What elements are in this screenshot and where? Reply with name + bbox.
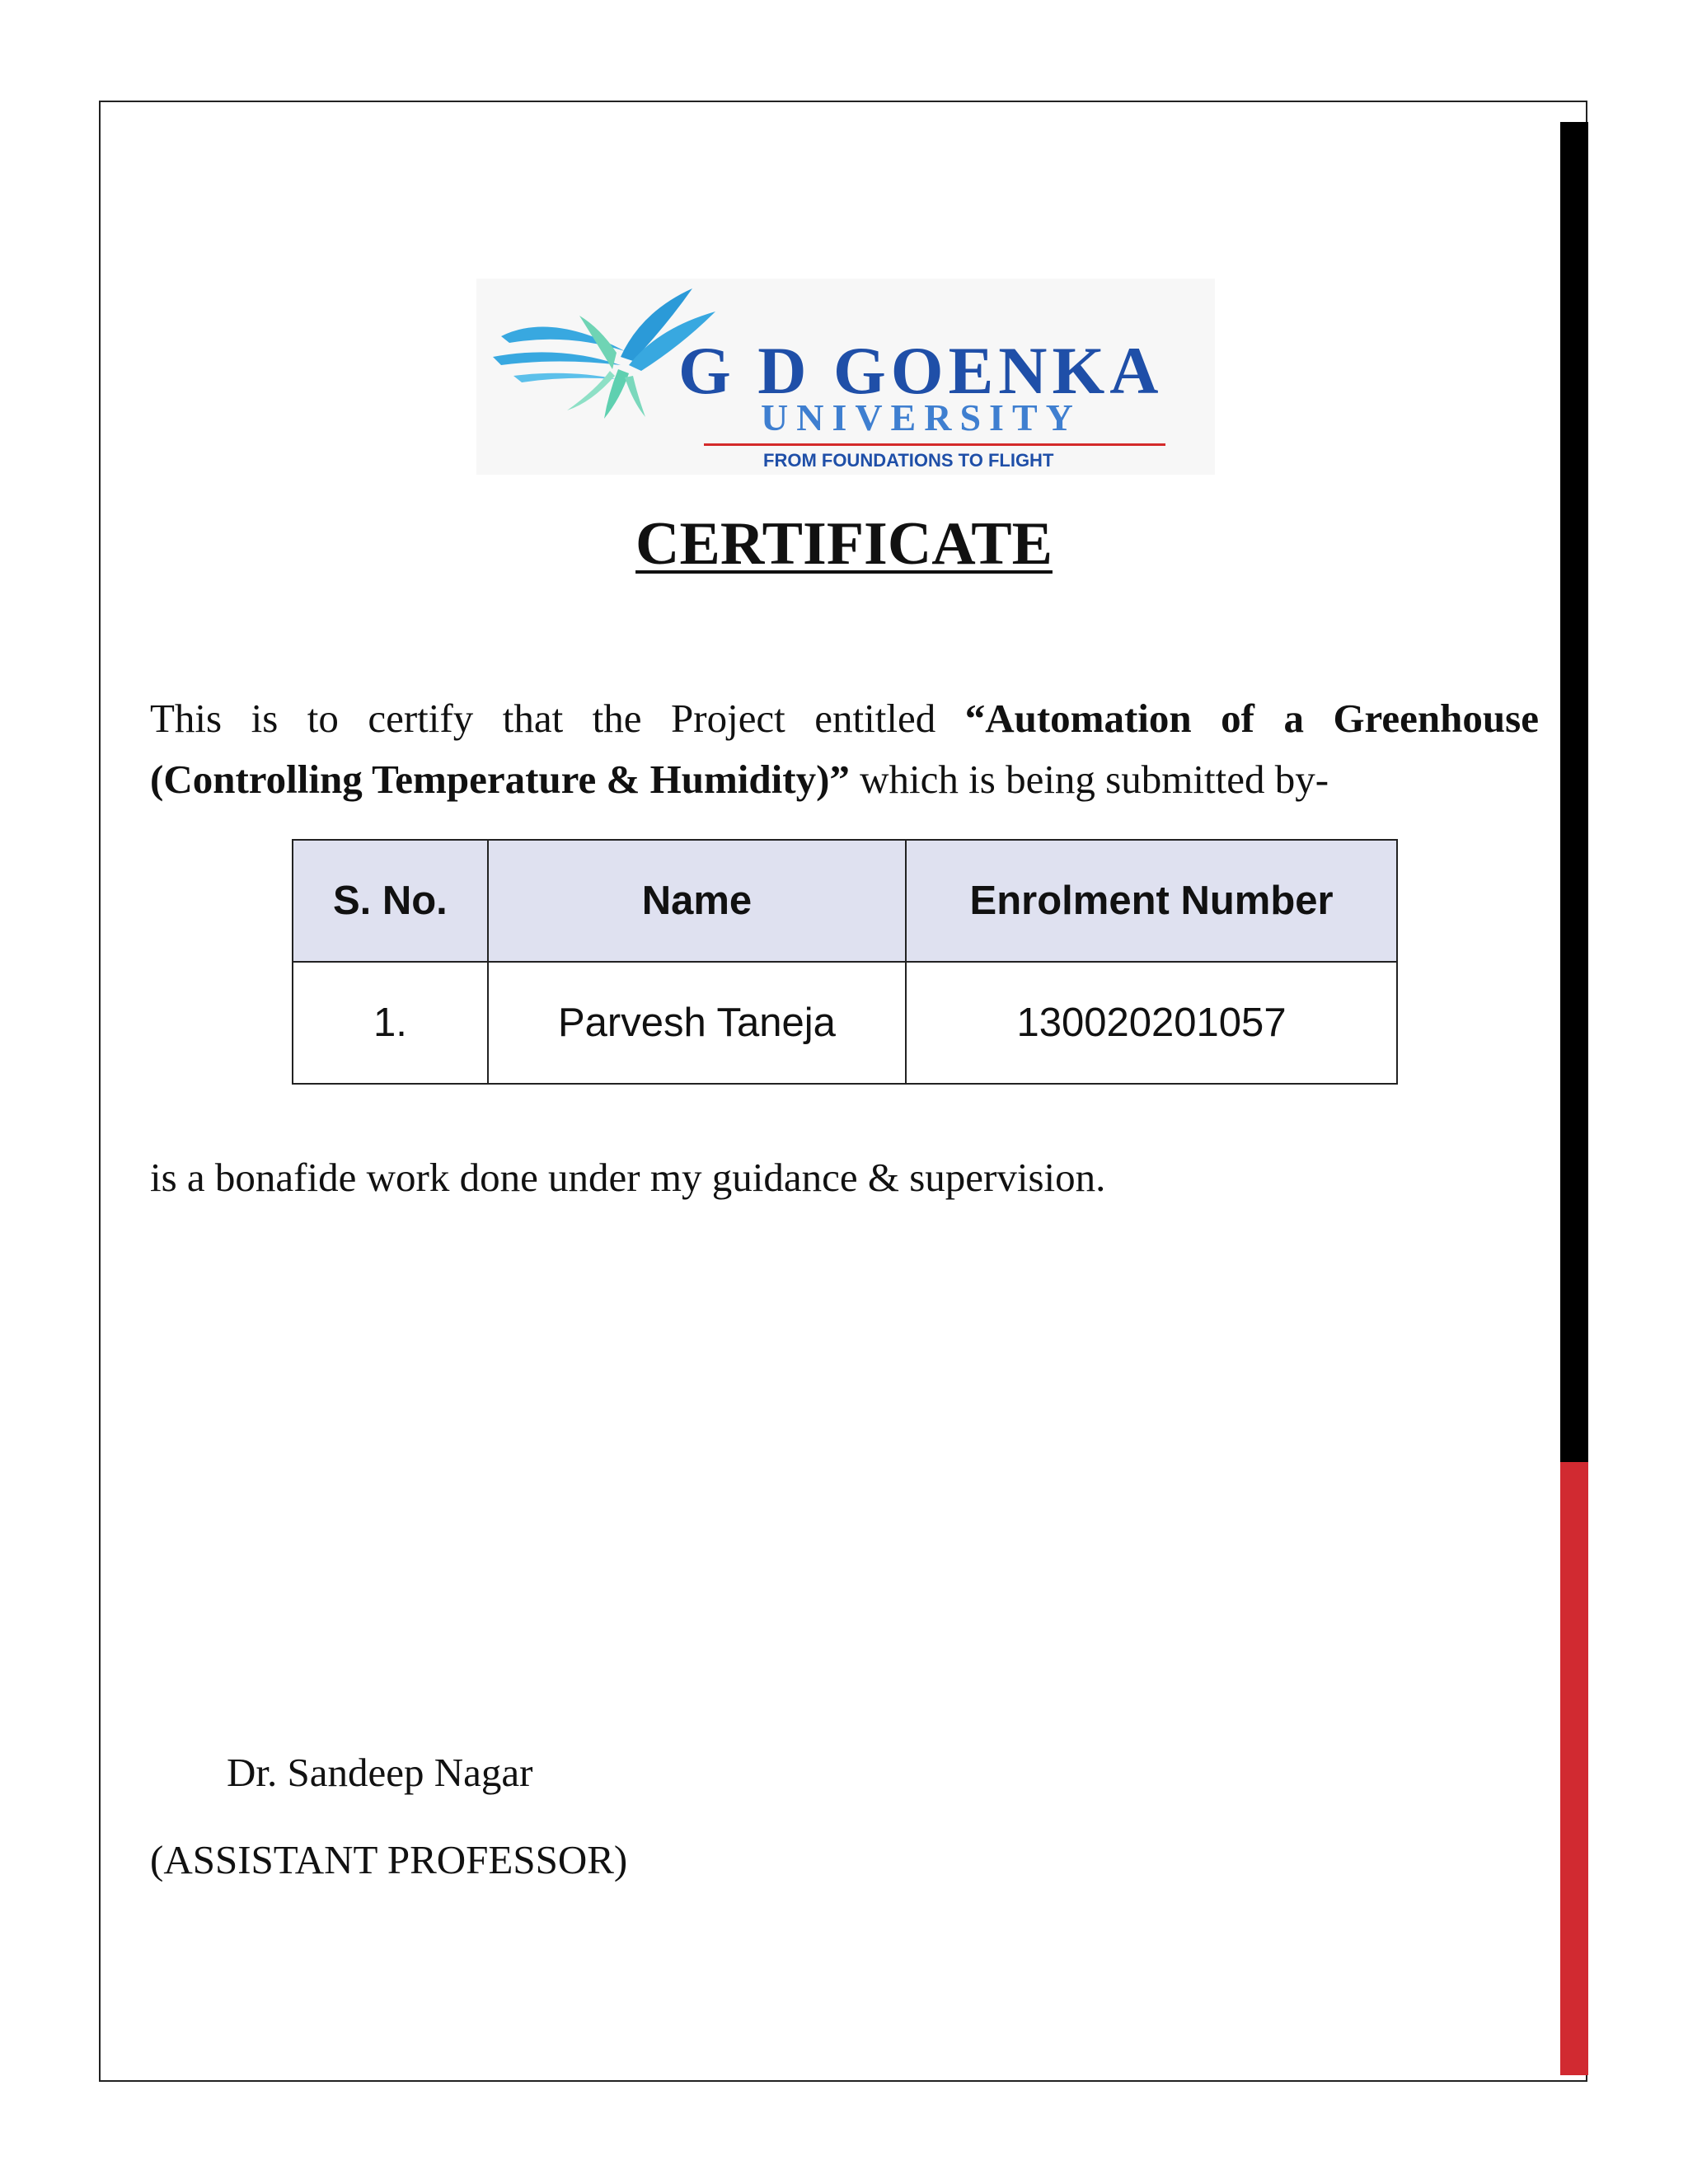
intro-tail-text: which is being submitted by-	[849, 757, 1329, 802]
side-accent-bar-red	[1560, 1462, 1588, 2075]
closing-statement: is a bonafide work done under my guidance & supervision.	[150, 1155, 1106, 1200]
header-serial-number: S. No.	[293, 840, 488, 962]
intro-lead-text: This is to certify that the Project entitled	[150, 696, 965, 741]
logo-subtitle-text: UNIVERSITY	[761, 396, 1081, 438]
university-logo	[476, 279, 1215, 475]
certification-paragraph	[150, 688, 1539, 810]
logo-tagline: FROM FOUNDATIONS TO FLIGHT	[763, 450, 1054, 471]
table-header-row	[293, 840, 1397, 962]
table-row	[293, 962, 1397, 1084]
certificate-title: CERTIFICATE	[635, 510, 1053, 578]
logo-name-text: G D GOENKA	[678, 333, 1164, 408]
students-table	[292, 839, 1398, 1085]
project-title: “Automation of a Greenhouse (Controlling Temperature & Humidity)”	[150, 696, 1539, 802]
header-name: Name	[488, 840, 906, 962]
cell-enrolment-number: 130020201057	[906, 962, 1397, 1084]
side-accent-bar-black	[1560, 122, 1588, 1462]
logo-divider	[704, 443, 1165, 446]
cell-serial-number: 1.	[293, 962, 488, 1084]
signatory-name: Dr. Sandeep Nagar	[227, 1750, 533, 1795]
cell-student-name: Parvesh Taneja	[488, 962, 906, 1084]
signatory-designation: (ASSISTANT PROFESSOR)	[150, 1837, 628, 1882]
header-enrolment-number: Enrolment Number	[906, 840, 1397, 962]
